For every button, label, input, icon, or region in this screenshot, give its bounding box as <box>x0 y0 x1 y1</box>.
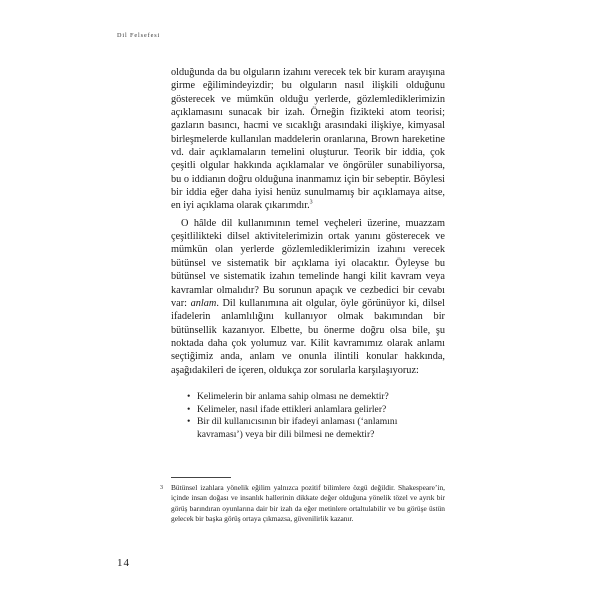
bullet-icon: • <box>187 390 191 402</box>
paragraph-2-text-before: O hâlde dil kullanımının temel veçheleri üzerine, muazzam çeşitlilikteki dilsel aktivitelerimizin ortak yanını gösterecek ve mümkün olan yerlerde gözlemlediklerimizin izahını verecek bütünsel ve sistematik bir açıklama iyi olacaktır. Öyleyse bu bütünsel ve sistematik izahın temelinde hangi kilit kavram veya kavramlar olmalıdır? Bu sorunun apaçık ve cezbedici bir cevabı var: <box>171 217 445 309</box>
paragraph-1 <box>171 66 445 213</box>
list-item <box>187 404 445 417</box>
question-text: Bir dil kullanıcısının bir ifadeyi anlaması (‘anlamını kavraması’) veya bir dili bilmesi ne demektir? <box>197 416 398 440</box>
bullet-icon: • <box>187 416 191 428</box>
footnote-divider <box>171 477 231 478</box>
emphasis-anlam: anlam <box>190 297 217 309</box>
footnote-number: 3 <box>160 485 163 491</box>
paragraph-2 <box>171 217 445 377</box>
footnote-text: Bütünsel izahlara yönelik eğilim yalnızca pozitif bilimlere özgü değildir. Shakespeare’in, içinde insan doğası ve insanlık hallerinin dikkate değer olduğuna yönelik tözel ve ayrık bir görüş barındıran oyunlarına dair bir izah da eğer metinlere ortaltulabilir ve bu görüşe üstün gelecek bir başka görüş ortaya çıkmazsa, güvenilirlik kazanır. <box>171 483 445 524</box>
paragraph-1-text: olduğunda da bu olguların izahını verecek tek bir kuram arayışına girme eğilimindeyizdir; bu olguların nasıl ilişkili olduğunu gösterecek ve mümkün olduğu yerlerde, gözlemlediklerimizin açıklamasını sunacak bir izah. Örneğin fizikteki atom teorisi; gazların basıncı, hacmi ve sıcaklığı arasındaki ilişkiye, kimyasal birleşmelerde kullanılan maddelerin oranlarına, Brown hareketine vd. dair açıklamaların temelini oluşturur. Teorik bir iddia, çok çeşitli olgular hakkında açıklamalar ve öngörüler sunabiliyorsa, bu o iddianın doğru olduğuna inanmamız için bir sebeptir. Böylesi bir iddia eğer daha iyisi henüz sunulmamış bir açıklamaya aitse, en iyi açıklama olarak çıkarımdır. <box>171 67 445 212</box>
paragraph-2-text-after: . Dil kullanımına ait olgular, öyle görünüyor ki, dilsel ifadelerin anlamlılığını kullanıyor olmak bakımından bir bütünsellik kazanıyor. Elbette, bu önerme doğru olsa bile, şu noktada daha çok yolumuz var. Kilit kavramımız olarak anlamı seçtiğimiz anda, anlam ve onunla ilintili konular hakkında, aşağıdakileri de içeren, oldukça zor sorularla karşılaşıyoruz: <box>171 297 445 376</box>
running-head: Dil Felsefesi <box>117 32 161 39</box>
question-list <box>171 391 445 441</box>
list-item <box>187 416 445 441</box>
body-text <box>171 66 445 441</box>
list-item <box>187 391 445 404</box>
footnote-reference: 3 <box>309 200 313 207</box>
page-number: 14 <box>117 557 130 569</box>
question-text: Kelimeler, nasıl ifade ettikleri anlamlara gelirler? <box>197 403 387 415</box>
footnote <box>160 483 445 525</box>
question-text: Kelimelerin bir anlama sahip olması ne demektir? <box>197 390 389 402</box>
bullet-icon: • <box>187 403 191 415</box>
